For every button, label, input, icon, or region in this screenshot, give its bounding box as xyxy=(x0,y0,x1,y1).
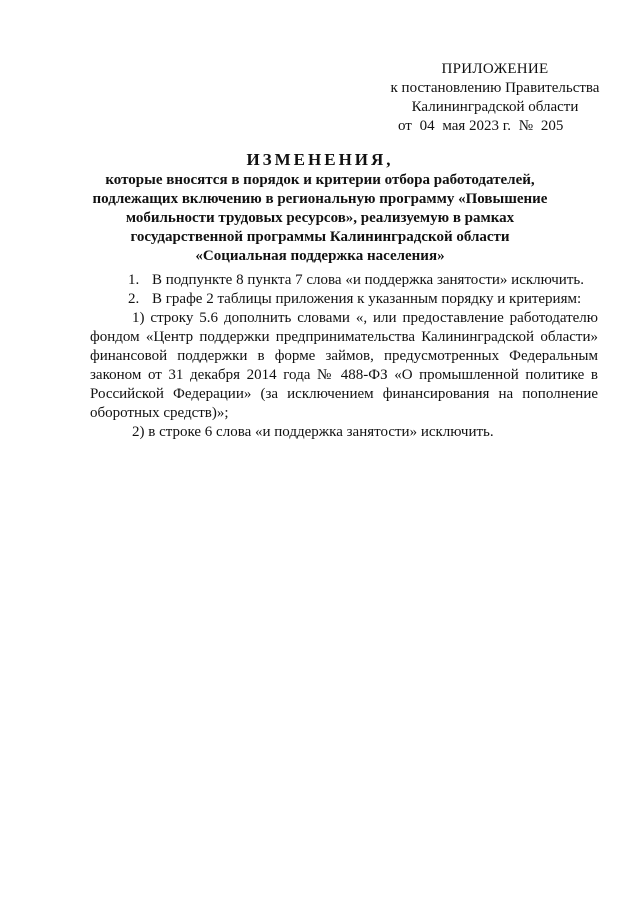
document-body xyxy=(90,271,598,442)
heading-line-5: «Социальная поддержка населения» xyxy=(195,248,445,264)
subparagraph-2: 2) в строке 6 слова «и поддержка занятости» исключить. xyxy=(132,424,494,440)
paragraph-item-2 xyxy=(90,290,598,309)
heading-line-1: которые вносятся в порядок и критерии отбора работодателей, xyxy=(105,172,535,188)
appendix-block xyxy=(380,60,610,136)
document-number: 205 xyxy=(540,118,564,134)
heading-title: ИЗМЕНЕНИЯ, xyxy=(246,150,394,169)
subparagraph-1: 1) строку 5.6 дополнить словами «, или предоставление работодателю фондом «Центр поддержки предпринимательства Калининградской области» финансовой поддержки в форме займов, предусмотренных Федеральным законом от 31 декабря 2014 года № 488-ФЗ «О промышленной политике в Российской Федерации» (за исключением финансирования на пополнение оборотных средств)»; xyxy=(90,310,598,421)
item-1-number: 1. xyxy=(128,272,140,288)
heading-line-2: подлежащих включению в региональную программу «Повышение xyxy=(92,191,548,207)
paragraph-item-1 xyxy=(90,271,598,290)
heading-line-3: мобильности трудовых ресурсов», реализуемую в рамках xyxy=(125,210,515,226)
date-day: 04 xyxy=(419,118,435,134)
appendix-date xyxy=(380,117,610,136)
date-month: мая 2023 г. xyxy=(442,118,512,134)
item-2-number: 2. xyxy=(128,291,140,307)
heading-line-4: государственной программы Калининградской области xyxy=(130,229,510,245)
appendix-title: ПРИЛОЖЕНИЕ xyxy=(441,61,549,77)
item-1-text: В подпункте 8 пункта 7 слова «и поддержка занятости» исключить. xyxy=(152,272,584,288)
date-prefix: от xyxy=(398,118,412,134)
appendix-line-2: Калининградской области xyxy=(411,99,579,115)
item-2-text: В графе 2 таблицы приложения к указанным порядку и критериям: xyxy=(152,291,582,307)
document-heading xyxy=(80,150,560,266)
appendix-line-1: к постановлению Правительства xyxy=(390,80,600,96)
number-prefix: № xyxy=(518,118,534,134)
